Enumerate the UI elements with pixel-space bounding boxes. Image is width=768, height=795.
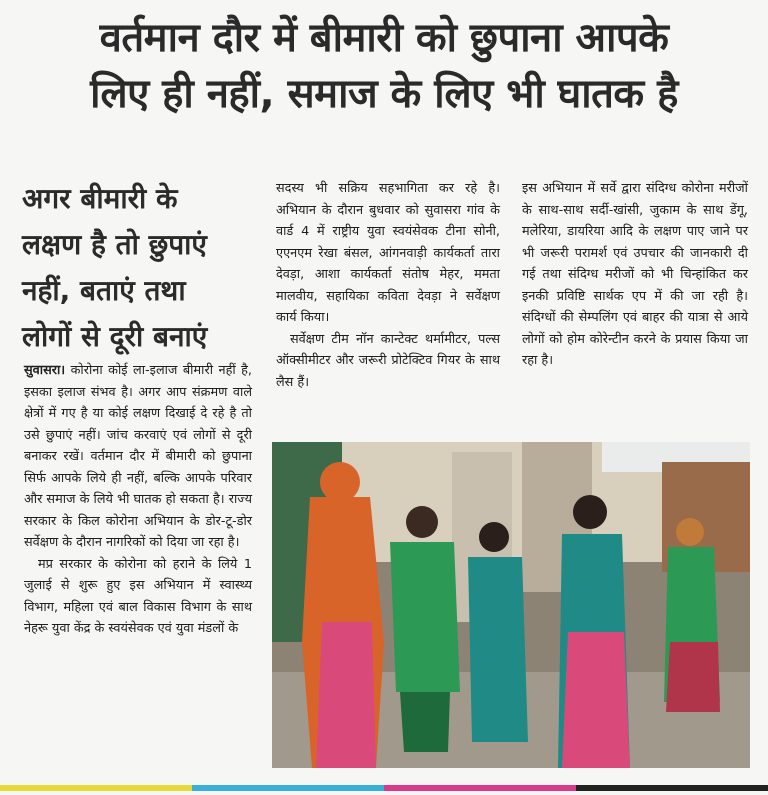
article-paragraph [24,360,252,554]
strip-cyan [192,785,384,791]
article-paragraph: सदस्य भी सक्रिय सहभागिता कर रहे है। अभियान के दौरान बुधवार को सुवासरा गांव के वार्ड 4 में राष्ट्रीय युवा स्वयंसेवक टीना सोनी, एएनएम रेखा बंसल, आंगनवाड़ी कार्यकर्ता तारा देवड़ा, आशा कार्यकर्ता संतोष मेहर, ममता मालवीय, सहायिका कविता देवड़ा ने सर्वेक्षण कार्य किया। [276,181,500,325]
subheading-line-3: नहीं, बताएं तथा [22,274,186,307]
headline-line-2: लिए ही नहीं, समाज के लिए भी घातक है [90,71,678,117]
strip-black [576,785,768,791]
volunteer-pink-saree [558,495,630,768]
subheading-line-2: लक्षण है तो छुपाएं [22,228,207,261]
woman-background-right [664,518,720,712]
article-column-2 [276,178,500,393]
article-paragraph: मप्र सरकार के कोरोना को हराने के लिये 1 जुलाई से शुरू हुए इस अभियान में स्वास्थ्य विभाग, महिला एवं बाल विकास विभाग के साथ नेहरू युवा केंद्र के स्वयंसेवक एवं युवा मंडलों के [24,556,252,636]
survey-team-photo [272,442,750,768]
dateline: सुवासरा। [24,363,66,378]
article-column-1 [24,360,252,640]
subheading-line-4: लोगों से दूरी बनाएं [22,320,208,353]
strip-yellow [0,785,192,791]
strip-magenta [384,785,576,791]
paragraph-text: कोरोना कोई ला-इलाज बीमारी नहीं है, इसका इलाज संभव है। अगर आप संक्रमण वाले क्षेत्रों में गए है या कोई लक्षण दिखाई दे रहे है तो उसे छुपाएं नहीं। जांच करवाएं एवं लोगों से दूरी बनाकर रखें। वर्तमान दौर में बीमारी को छुपाना सिर्फ आपके लिये ही नहीं, बल्कि आपके परिवार और समाज के लिये भी घातक हो सकता है। राज्य सरकार के किल कोरोना अभियान के डोर-टू-डोर सर्वेक्षण के दौरान नागरिकों को दिया जा रहा है। [24,363,252,550]
headline [8,10,760,122]
article-column-3 [522,178,748,372]
subheading [22,176,252,360]
color-registration-strip [0,776,768,782]
article-paragraph: इस अभियान में सर्वे द्वारा संदिग्ध कोरोना मरीजों के साथ-साथ सर्दी-खांसी, जुकाम के साथ डेंगू, मलेरिया, डायरिया आदि के लक्षण पाए जाने पर भी जरूरी परामर्श एवं उपचार की जानकारी दी गई तथा संदिग्ध मरीजों को भी चिन्हांकित कर इनकी प्रविष्टि सार्थक एप में की जा रही है। संदिग्धों की सेम्पलिंग एवं बाहर की यात्रा से आये लोगों को होम कोरेन्टीन करने के प्रयास किया जा रहा है। [522,181,748,368]
article-paragraph: सर्वेक्षण टीम नॉन कान्टेक्ट थर्मामीटर, पल्स ऑक्सीमीटर और जरूरी प्रोटेक्टिव गियर के साथ लैस हैं। [276,331,500,390]
headline-line-1: वर्तमान दौर में बीमारी को छुपाना आपके [99,15,669,61]
subheading-line-1: अगर बीमारी के [22,182,178,215]
news-photo [272,442,750,768]
